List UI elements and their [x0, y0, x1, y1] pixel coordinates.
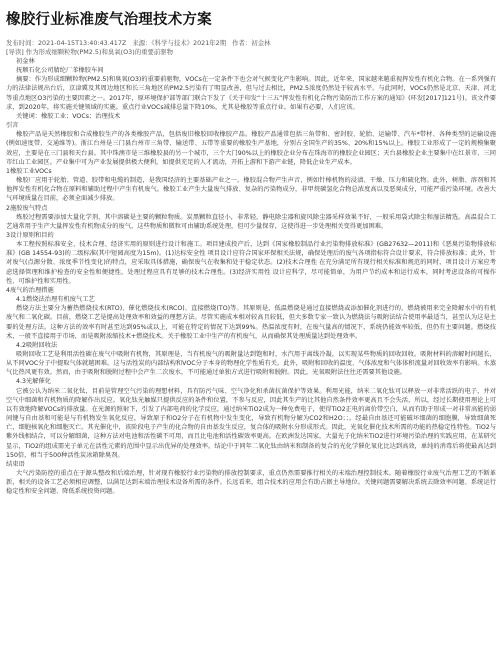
article-author: 作者：初金林 — [232, 39, 271, 47]
affiliation: 抚顺石化公司腈纶厂苯橡胶车间 — [16, 67, 104, 75]
author-line: 初金林 — [16, 58, 35, 65]
keywords: 关键词：橡胶工业；VOCs；治理技术 — [16, 112, 121, 120]
section-2-paragraph: 炼胶过程需要添加大量化学剂，其中溶碳是主要的颗粒物质。炭黑颗粒直径小，非常轻，静电除尘器和旋风除尘器采样效果不好，一般采用袋式除尘和湿法精选。高温混合工艺通常用于生产大量挥发性有机物成分的废气，这些物质和微粒可由辅助系统处理，但可少量保存，这使得进一步处理相关变得更加困难。 — [6, 213, 496, 230]
article-source: 来源：《科学与技术》2021年2期 — [132, 39, 227, 47]
article-meta — [6, 39, 496, 48]
section-4-2-paragraph: 吸附回收工艺是利用活性碳在废气中吸附有机物，其原理是，当有机废气的吸附量达到饱和时，水汽用于离线冷凝，以实现某些物质的回收回收。吸附材料的溶解时间越长，从不同VOC分子中提取气体就越困难。这与活性炭的内部结构和VOC分子本身的物理化学性质有关。此外，吸附和回收的温度、气体浓度和气体体积流量对回收效率有影响。水蒸气比热风更有效。然而，由于吸附和脱附过程中会产生二次废水，不可能通过单独方式进行吸附和脱附。因此，光氧吸附法往往还需要其他设施。 — [6, 351, 496, 377]
section-heading-1: 1橡胶工业VOCs — [6, 167, 52, 175]
section-heading-2: 2施胶废气特点 — [6, 204, 48, 212]
section-heading-4-1: 4.1燃烧法治理有机废气工艺 — [16, 296, 95, 304]
section-1-paragraph: 橡胶厂应用于轮胎、管道、胶带和电缆的制造，是我国经济的主要基础产业之一。橡胶混合物产生声音，例如针棒机物的浸渍、干燥、压力和硫化物。此外，树脂、溶剂和其他挥发性有机化合物在原料和辅助过程中产生有机废气。橡胶工业产生大量废气排放、复杂的污染物成分，非甲烷碳氢化合物总浓度高以及恶臭成分，可能严重污染环境。改善大气环境质量在目前，必须全面减少排放。 — [6, 177, 496, 203]
intro-paragraph: 橡胶产品是天然橡胶和合成橡胶生产的各类橡胶产品，包括废旧橡胶回收橡胶产品。橡胶产品通常包括三角带和、密封胶、轮胎、运输带、汽车*带材、各种类型的运输设施(例如速度带、交通维等)。浙江台州是三门县台州市三角带、输送带、五带等重要的橡胶生产基地，分别占全国生产的35%、20%和15%以上。橡胶工业形成了一定的规模集聚效应，主要是在三门县和天台县。其中珠澳市是三维橡胶县的另一个城市，三个大门90%以上的橡胶企业分布在珠海市的橡胶企业园区；天台县橡胶企业主要集中在红景市、三同市红山工业园区。产业集中可为产业发展提供极大便利，如提供充足的人才流动，开拓上游和下游产业链，降低企业生产成本。 — [6, 131, 496, 166]
section-4-1-paragraph: 燃烧方法主要分为蓄热燃烧技术(RTO)、催化燃烧技术(RCO)、直接燃烧(TO)等。其原则是，低温燃烧是通过直接燃烧或添加催化剂进行的，燃烧被用来完全降解水中的有机废气和二氧化碳。目前，燃烧工艺是提高处理效率和效益的理想方法。尽管实施成本相对较高且较低，但大多数专家一致认为燃烧法与吸附法结合使用率最适当，甚至认为这是主要的处理方法。这种方法的效率有时甚至达到95%或以上，可能在特定的情况下达到99%。热温浓度有时，在废气量高的情况下，系统仍能效率较低，但仍有主要问题。燃烧技术，一般不直接用于市场，而是吸附浓缩技术+燃烧技术。关于橡胶工业中生产的有机废气，从而确保其处理质量达到处理效率。 — [6, 305, 496, 340]
section-heading-conclusion: 结束语 — [6, 460, 25, 468]
publish-date: 发布时间：2021-04-15T13:40:43.417Z — [6, 39, 127, 47]
section-3-paragraph: 本工程按照标准安全、技术合理、经济实用的原则进行设计和施工。项目建成投产后，达到《国家橡胶制品行业污染物排放标准》(GB27632—2011)和《恶臭污染物排放标准》(GB 14554-93)的二级标准(其中短园高度为15m)。(1)达标安全性 项目设计应符合国家环保相关法规，确保处理后的废气各项指标符合设计要求，符合排放标准；此外，针对废气(点源分散、浓度季节性变化)的特点，应采取具体措施，确保废气在收集和处于稳定状态。(2)技术合理性 在充分满足所有现行相关标准和规范的同时，项目设计方案应考虑选择管理和维护检查的安全性和便捷性，处理过程应具有足够的技术合理性。(3)经济实用性 设计应科学，尽可能简单，为用户节约成本和运行成本，同时考虑设备的可操作性、可维护性和实用性。 — [6, 241, 496, 285]
section-heading-4-2: 4.2吸附回收法 — [16, 341, 58, 349]
section-4-3-paragraph: 它被公认为纳米二氧化钛，目前是管理空气污染的理想材料，具有防污气味、空气净化和杀菌抗菌保护等效果。利用光能，纳米二氧化钛可以释放一对非常活跃的电子，并对空气中细菌和有机物质的降解作出反应。氧化钛光触媒只提供反应的条件和位置，不参与反应，因此其生产的比其他自然条件效率更高且不会失活，所以，经过长期使用理论上可以有效地降解VOCs的排放量。在光源的照射下，引发了内部电荷的化学反应，通过纳米TiO2成为一种免费电子，使得TiO2正电的离价带空白，从而有助于形成一对非常高能的弱间键与自由基和可能是与有机物发生氧化反应，导致原子和O2分子在有机物中发生变化，导致有机物分解为CO2和H2O；；。经最自由基还可能破坏细菌的细胞膜，导致细菌死亡，细胞核氧化和细胞灭亡。其光催化中，该阶段电子产生的化合物的自由基发生反应，复合体的吸附水分形成形式。因此，光氧化催化技术所需的功能的热稳定性特性。TiO2与紫外线相结合，可以分解细菌，这种方法对电池和活性碳不可用，而且比电池和活性碳效率更高。在欧洲发达国家，大量光子化纳米TiO2进行环境污染治理的实践应用，在某研究显示，TiO2的组成需光子单元在活性元素的范围中显示出优异的处理效率。结论中于同年二氧化钛由纳米和制备的复合的光化学催化氧化比达到高效，单纯的消毒后将使最高达到150倍，相当于500种活性炭冰箱除臭剂。 — [6, 387, 496, 459]
article-body — [6, 57, 496, 497]
section-heading-4-3: 4.3光解催化 — [16, 378, 51, 386]
abstract: 摘要：作为形成细颗粒物(PM2.5)和臭氧(O3)的重要前驱物，VOCs在一定条件下也会对气候变化产生影响。因此，近年来，国家越来越重视挥发性有机化合物。在一系列强有力的法律法规出台后，京津冀及其周边地区和长三角地区的PM2.5污染有了明显改善，但与过去相比，PM2.5浓度仍然处于较高水平。与此同时，VOCs仍然是北京、天津、河北等重点地区O3污染的主要因素之一。2017年，原环境保护部等部门联合下发了《关于印发“十三五”挥发性有机化合物污染防治工作方案的通知》(环发[2017]121号)。该文件要求，到2020年，将实施关键领域的实施。重点行业VOCs减排总量下降10%，尤其是橡胶等重点行业。如果有必要，人们应该。 — [6, 76, 496, 111]
section-heading-4: 4废气的治理措施 — [6, 286, 54, 294]
article-lead: [导读] 作为形成细颗粒物(PM2.5)和臭氧(O3)的重要前驱物 — [6, 47, 174, 56]
page-title: 橡胶行业标准废气治理技术方案 — [6, 12, 212, 28]
conclusion-paragraph: 大气污染防控的重点在于源头整改和后端治理，针对现有橡胶行业污染物的排放控制要求，重点仍然需要推行相关的末端治理控制技术。随着橡胶行业废气治理工艺的不断革新，相关的设备工艺必须相应调整，以满足达到末端治理技术设备所需的条件。长远看来，组合技术的应用会有助占据主导地位。关键问题需要解决系统去除效率问题、系统运行稳定性和安全问题、降低系统投资问题。 — [6, 470, 496, 496]
section-heading-3: 3设计原则和目的 — [6, 231, 54, 239]
section-heading-intro: 引言 — [6, 122, 19, 130]
